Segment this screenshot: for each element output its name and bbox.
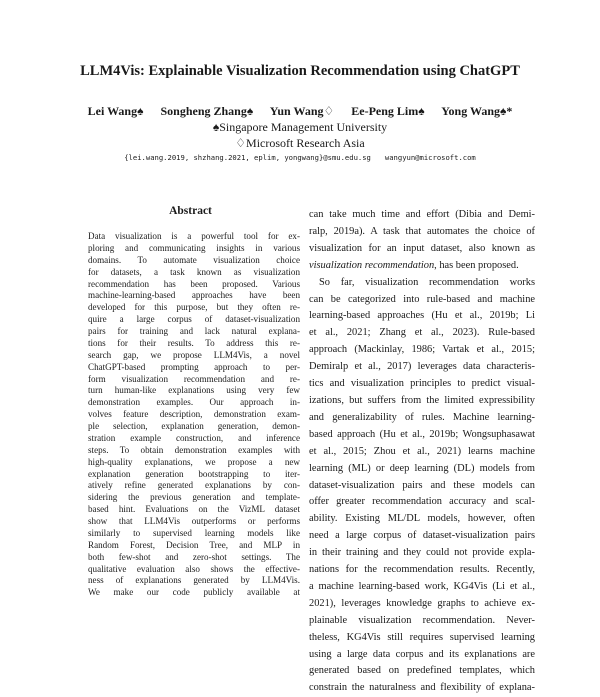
abstract-line: both few-shot and zero-shot settings. The: [88, 551, 300, 562]
abstract-line: demonstration examples. Our approach in-: [88, 397, 300, 408]
line-continuation: , has been proposed.: [434, 259, 519, 271]
abstract-line: show that LLM4Vis outperforms or performs: [88, 516, 300, 526]
abstract-line: steps. To obtain demonstration examples with: [88, 444, 300, 455]
author-list: [0, 104, 600, 119]
abstract-line: atively refine generated explanations by con-: [88, 480, 300, 491]
body-text-line: need a large corpus of dataset-visualization pairs: [309, 530, 535, 542]
body-text-line: visualization for an input dataset, also known as: [309, 242, 535, 254]
body-text-line: Demiralp et al., 2017) leverages data characteris-: [309, 361, 535, 373]
body-text-line: can take much time and effort (Dibia and Demi-: [309, 209, 535, 220]
body-text-line: theless, KG4Vis still requires supervised learning: [309, 631, 535, 643]
abstract-line: sidering the previous generation and template-: [88, 492, 300, 503]
body-text-line: based approach (Hu et al., 2019b; Wongsuphasawat: [309, 428, 535, 440]
body-text-line: dataset-visualization pairs and these models can: [309, 479, 535, 491]
abstract-body: [88, 231, 300, 599]
author-name: Songheng Zhang♠: [160, 104, 254, 118]
abstract-line: tions for their results. To address this re-: [88, 337, 300, 348]
abstract-line: high-quality explanations, we propose a new: [88, 456, 300, 467]
body-text-line: in their training and they could not provide expla-: [309, 547, 535, 559]
abstract-heading: Abstract: [169, 205, 212, 217]
abstract-line: qualitative evaluation also shows the effective-: [88, 563, 300, 574]
body-text-line: ability. Existing ML/DL models, however, often: [309, 513, 535, 525]
body-text-line: et al., 2015; Zhou et al., 2021) learns machine: [309, 445, 535, 457]
affiliation: ♢Microsoft Research Asia: [235, 136, 365, 150]
abstract-line: ness of explanations generated by LLM4Vis.: [88, 575, 300, 586]
body-text-line: offer greater recommendation accuracy and scal-: [309, 496, 535, 508]
abstract-line: recommendation has been proposed. Various: [88, 278, 300, 289]
abstract-line: quire a large corpus of dataset-visualization: [88, 314, 300, 325]
author-name: Yong Wang♠*: [441, 104, 513, 118]
body-text-line: izations, but suffers from the limited expressibility: [309, 394, 535, 406]
abstract-line: developed for this purpose, but they often re-: [88, 302, 300, 313]
abstract-line: pairs for training and lack natural explana-: [88, 326, 300, 336]
abstract-line: ple selection, explanation generation, demon-: [88, 421, 300, 431]
abstract-line: stration example construction, and inference: [88, 432, 300, 443]
body-text-line: tics and visualization principles to predict visual-: [309, 378, 535, 390]
email-address: {lei.wang.2019, shzhang.2021, eplim, yongwang}@smu.edu.sg: [124, 153, 371, 162]
body-text-line: can be categorized into rule-based and machine: [309, 293, 535, 305]
author-emails: [0, 153, 600, 162]
abstract-line: search gap, we propose LLM4Vis, a novel: [88, 349, 300, 360]
author-name: Yun Wang♢: [269, 104, 335, 118]
abstract-line: similarly to supervised learning models like: [88, 527, 300, 538]
body-text-line: a machine learning-based work, KG4Vis (Li et al.,: [309, 580, 535, 592]
body-text-line: ralp, 2019a). A task that automates the choice of: [309, 225, 535, 237]
abstract-line: Data visualization is a powerful tool for ex-: [88, 231, 300, 241]
body-text-line: using a large data corpus and its explanations are: [309, 648, 535, 660]
abstract-line: domains. To automate visualization choice: [88, 254, 300, 265]
body-text-line: generated based on predefined templates, which: [309, 665, 535, 677]
body-text-line: [309, 258, 535, 275]
affiliation: ♠Singapore Management University: [212, 120, 388, 134]
abstract-line: ChatGPT-based prompting approach to per-: [88, 361, 300, 372]
abstract-line: Random Forest, Decision Tree, and MLP in: [88, 539, 300, 550]
abstract-line: ploring and communicating insights in various: [88, 242, 300, 253]
emphasized-term: visualization recommendation: [309, 259, 435, 271]
email-address: wangyun@microsoft.com: [384, 153, 476, 162]
abstract-line: based hint. Evaluations on the VizML dataset: [88, 504, 300, 515]
author-name: Lei Wang♠: [87, 104, 144, 118]
body-text-line: et al., 2021; Zhang et al., 2023). Rule-based: [309, 327, 535, 339]
abstract-line: volves feature description, demonstration exam-: [88, 409, 300, 420]
intro-column: [309, 207, 535, 697]
body-text-line: learning (ML) or deep learning (DL) models from: [309, 462, 535, 474]
abstract-line: turn human-like explanations using very few: [88, 385, 300, 396]
abstract-line: machine-learning-based approaches have been: [88, 290, 300, 301]
abstract-line: explanation generation bootstrapping to iter-: [88, 468, 300, 479]
paper-title: LLM4Vis: Explainable Visualization Recommendation using ChatGPT: [80, 63, 520, 79]
body-text-line: plainable visualization recommendation. Never-: [309, 614, 535, 626]
author-name: Ee-Peng Lim♠: [351, 104, 425, 118]
abstract-line: for datasets, a task known as visualization: [88, 266, 300, 277]
body-text-line: and generalizability of rules. Machine learning-: [309, 411, 535, 423]
abstract-line: We make our code publicly available at: [88, 587, 300, 598]
body-text-line: nations for the recommendation results. Recently,: [309, 564, 535, 576]
body-text-line: So far, visualization recommendation works: [319, 276, 535, 288]
body-text-line: learning-based approaches (Hu et al., 2019b; Li: [309, 310, 535, 322]
body-text-line: constrain the naturalness and flexibility of explana-: [309, 682, 535, 694]
abstract-line: form visualization recommendation and re-: [88, 373, 300, 384]
body-text-line: approach (Mackinlay, 1986; Vartak et al., 2015;: [309, 344, 535, 356]
body-text-line: 2021), leverages knowledge graphs to achieve ex-: [309, 597, 535, 609]
